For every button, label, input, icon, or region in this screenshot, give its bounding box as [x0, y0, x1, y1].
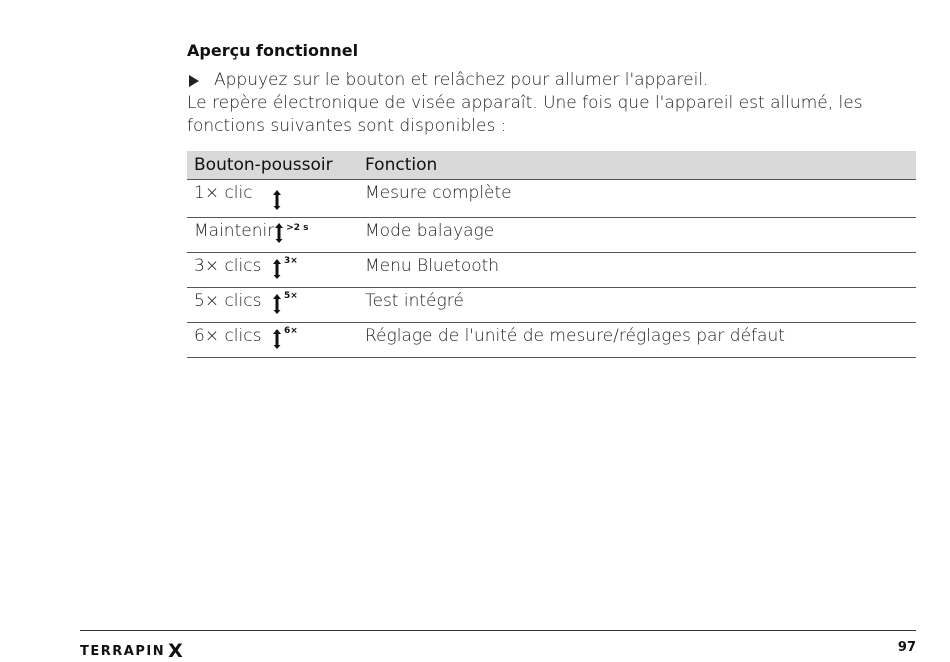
- function-cell: Mode balayage: [358, 218, 916, 253]
- function-cell: Mesure complète: [358, 180, 916, 218]
- function-cell: Test intégré: [358, 288, 916, 323]
- brand-logo: [80, 640, 183, 662]
- footer-divider: [80, 630, 916, 631]
- instruction-bullet: [187, 69, 917, 92]
- button-label: Maintenir: [194, 221, 275, 241]
- push-button-icon: [272, 189, 282, 211]
- table-row: [187, 323, 916, 358]
- header-function: Fonction: [358, 151, 916, 180]
- function-table: [187, 151, 916, 358]
- table-row: [187, 180, 916, 218]
- button-cell: [194, 291, 358, 315]
- table-header-row: [187, 151, 916, 180]
- button-modifier: 5×: [284, 291, 298, 301]
- button-label: 6× clics: [194, 326, 262, 346]
- button-cell: [194, 256, 358, 280]
- section-heading: Aperçu fonctionnel: [187, 41, 359, 60]
- brand-mark: X: [168, 640, 183, 662]
- button-modifier: 6×: [284, 326, 298, 336]
- description-text: Le repère électronique de visée apparaît. Une fois que l'appareil est allumé, les fonctions suivantes sont disponibles :: [187, 93, 863, 136]
- button-cell: [194, 326, 358, 350]
- instruction-text: Appuyez sur le bouton et relâchez pour allumer l'appareil.: [214, 70, 709, 90]
- push-button-icon: [272, 293, 282, 315]
- page-content: [187, 40, 917, 358]
- button-label: 5× clics: [194, 291, 262, 311]
- header-button: Bouton-poussoir: [187, 151, 358, 180]
- button-label: 1× clic: [194, 183, 253, 203]
- button-cell: [194, 183, 358, 211]
- table-row: [187, 253, 916, 288]
- function-cell: Réglage de l'unité de mesure/réglages par défaut: [358, 323, 916, 358]
- push-button-icon: [272, 328, 282, 350]
- brand-name: TERRAPIN: [80, 643, 166, 659]
- page-number: 97: [897, 640, 916, 655]
- play-triangle-icon: [189, 75, 199, 87]
- table-row: [187, 218, 916, 253]
- button-cell: [194, 221, 358, 244]
- table-row: [187, 288, 916, 323]
- function-cell: Menu Bluetooth: [358, 253, 916, 288]
- button-modifier: 3×: [284, 256, 298, 266]
- push-button-icon: [272, 258, 282, 280]
- push-button-icon: [274, 222, 284, 244]
- button-modifier: >2 s: [286, 223, 309, 233]
- button-label: 3× clics: [194, 256, 262, 276]
